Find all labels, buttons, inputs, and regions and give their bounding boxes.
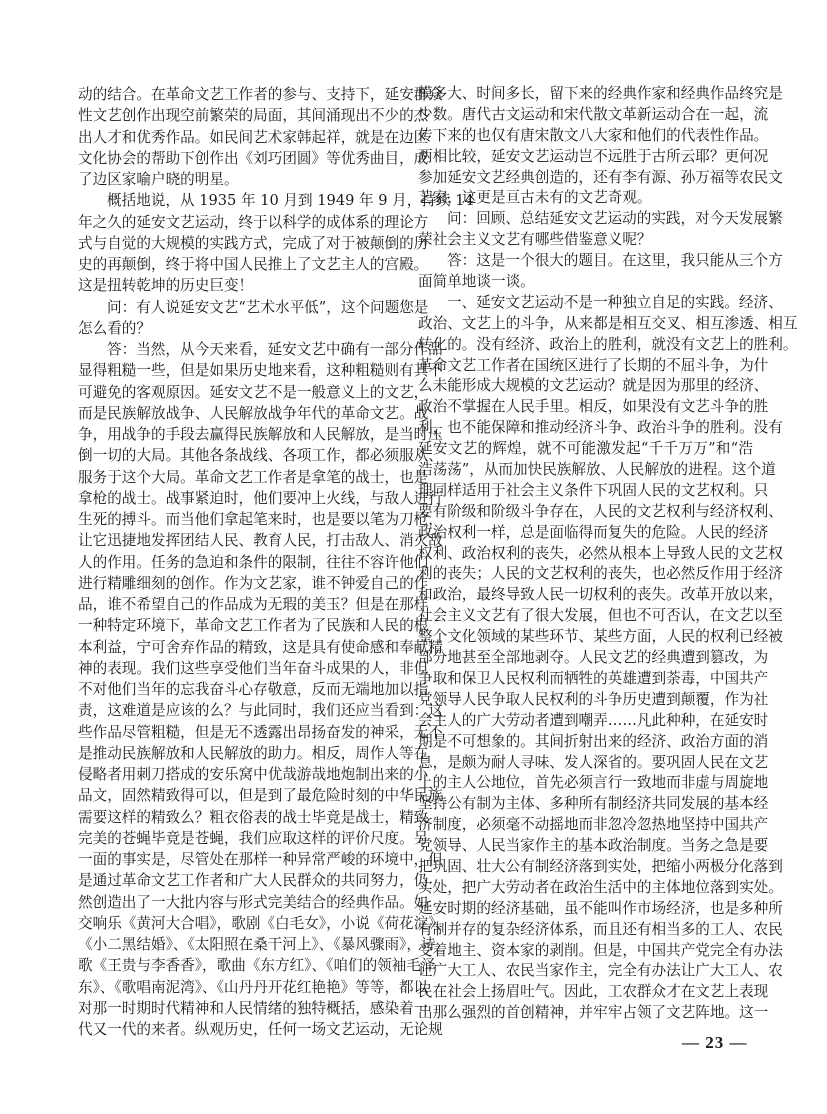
text-line: 两相比较，延安文艺运动岂不远胜于古所云耶？更何况 [418, 147, 769, 165]
text-line: 然创造出了一大批内容与形式完美结合的经典作品。如 [78, 893, 429, 911]
text-line: 上的主人公地位，首先必须言行一致地而非虚与周旋地 [418, 774, 769, 792]
right-text-column [418, 84, 798, 1024]
text-line: 利的丧失；人民的文艺权利的丧失，也必然反作用于经济 [418, 565, 783, 583]
text-line: 政治不掌握在人民手里。相反，如果没有文艺斗争的胜 [418, 398, 769, 416]
text-line: 争取和保卫人民权利而牺牲的英雄遭到荼毒，中国共产 [418, 669, 769, 687]
text-line: 是推动民族解放和人民解放的助力。相反，周作人等在 [78, 744, 429, 762]
text-line: 受着地主、资本家的剥削。但是，中国共产党完全有办法 [418, 941, 783, 959]
text-line: 史的再颠倒，终于将中国人民推上了文艺主人的宫殿。 [78, 256, 429, 273]
text-line: 延安时期的经济基础，虽不能叫作市场经济，也是多种所 [418, 899, 783, 917]
text-line: 本利益，宁可舍弃作品的精致，这是具有使命感和奉献精 [78, 638, 443, 656]
text-line: 一面的事实是，尽管处在那样一种异常严峻的环境中，但 [78, 851, 443, 868]
text-line: 神的表现。我们这些享受他们当年奋斗成果的人，非但 [78, 659, 429, 677]
text-line: 争，用战争的手段去赢得民族解放和人民解放，是当时压 [78, 426, 443, 443]
text-line: 面简单地谈一谈。 [418, 273, 535, 291]
text-line: 交响乐《黄河大合唱》，歌剧《白毛女》，小说《荷花淀》、 [78, 914, 451, 932]
text-line: 党领导、人民当家作主的基本政治制度。当务之急是要 [418, 837, 769, 855]
text-line: 党领导人民争取人民权利的斗争历史遭到颠覆，作为社 [418, 690, 769, 708]
text-line: 概括地说，从 1935 年 10 月到 1949 年 9 月，持续 14 [107, 192, 474, 210]
text-line: 和政治，最终导致人民一切权利的丧失。改革开放以来， [418, 586, 783, 604]
text-line: 革命文艺工作者在国统区进行了长期的不屈斗争，为什 [418, 356, 769, 374]
text-line: 会主人的广大劳动者遭到嘲弄……凡此种种，在延安时 [418, 711, 769, 729]
text-line: 参加延安文艺经典创造的，还有李有源、孙万福等农民文 [418, 168, 783, 186]
text-line: 么未能形成大规模的文艺运动？就是因为那里的经济、 [418, 377, 769, 395]
text-line: 民在社会上扬眉吐气。因此，工农群众才在文艺上表现 [418, 983, 769, 1001]
text-line: 不对他们当年的忘我奋斗心存敬意，反而无端地加以指 [78, 681, 429, 698]
text-line: 模多大、时间多长，留下来的经典作家和经典作品终究是 [418, 85, 783, 102]
text-line: 整个文化领域的某些环节、某些方面，人民的权利已经被 [418, 628, 783, 646]
text-line: 侵略者用刺刀搭成的安乐窝中优哉游哉地炮制出来的小 [78, 766, 429, 783]
text-line: 品，谁不希望自己的作品成为无瑕的美玉？但是在那样 [78, 596, 429, 613]
text-line: 式与自觉的大规模的实践方式，完成了对于被颠倒的历 [78, 234, 429, 252]
text-line: 需要这样的精致么？粗衣俗表的战士毕竟是战士，精致 [78, 808, 429, 826]
text-line: 实处，把广大劳动者在政治生活中的主体地位落到实处。 [418, 878, 783, 896]
text-line: 艺家，这更是亘古未有的文艺奇观。 [418, 189, 652, 207]
text-line: 让广大工人、农民当家作主，完全有办法让广大工人、农 [418, 962, 783, 980]
text-line: 对那一时期时代精神和人民情绪的独特概括，感染着一 [78, 999, 429, 1017]
text-line: 歌《王贵与李香香》，歌曲《东方红》、《咱们的领袖毛泽 [78, 957, 436, 975]
text-line: 出那么强烈的首创精神，并牢牢占领了文艺阵地。这一 [418, 1004, 769, 1022]
text-line: 显得粗糙一些，但是如果历史地来看，这种粗糙则有其不 [78, 362, 443, 380]
text-line: 《小二黑结婚》、《太阳照在桑干河上》、《暴风骤雨》，诗 [78, 936, 436, 953]
page-number: — 23 — [682, 1033, 748, 1052]
text-line: 是通过革命文艺工作者和广大人民群众的共同努力，仍 [78, 872, 429, 890]
text-line: 责，这难道是应该的么？与此同时，我们还应当看到：这 [78, 702, 443, 720]
text-line: 政治权利一样，总是面临得而复失的危险。人民的经济 [418, 523, 769, 541]
text-line: 把巩固、壮大公有制经济落到实处，把缩小两极分化落到 [418, 857, 783, 875]
text-line: 理同样适用于社会主义条件下巩固人民的文艺权利。只 [418, 481, 769, 499]
text-line: 部分地甚至全部地剥夺。人民文艺的经典遭到篡改，为 [418, 649, 769, 667]
text-line: 权利、政治权利的丧失，必然从根本上导致人民的文艺权 [418, 544, 783, 562]
text-line: 动的结合。在革命文艺工作者的参与、支持下，延安群众 [78, 86, 443, 103]
text-line: 拿枪的战士。战事紧迫时，他们要冲上火线，与敌人进行 [78, 489, 443, 507]
text-line: 社会主义文艺有了很大发展，但也不可否认，在文艺以至 [418, 607, 783, 625]
text-line: 转化的。没有经济、政治上的胜利，就没有文艺上的胜利。 [418, 335, 798, 353]
text-line: 出人才和优秀作品。如民间艺术家韩起祥，就是在边区 [78, 128, 429, 146]
text-line: 性文艺创作出现空前繁荣的局面，其间涌现出不少的杰 [78, 107, 429, 125]
text-line: 政治、文艺上的斗争，从来都是相互交叉、相互渗透、相互 [418, 314, 798, 332]
text-line: 进行精雕细刻的创作。作为文艺家，谁不钟爱自己的作 [78, 574, 429, 592]
text-line: 代又一代的来者。纵观历史，任何一场文艺运动，无论规 [78, 1021, 443, 1038]
text-line: 生死的搏斗。而当他们拿起笔来时，也是要以笔为刀枪， [78, 511, 443, 528]
text-line: 可避免的客观原因。延安文艺不是一般意义上的文艺， [78, 383, 429, 401]
left-text-column [78, 84, 474, 1040]
text-line: 少数。唐代古文运动和宋代散文革新运动合在一起，流 [418, 105, 769, 123]
text-line: 品文，固然精致得可以，但是到了最危险时刻的中华民族 [78, 787, 443, 805]
text-line: 服务于这个大局。革命文艺工作者是拿笔的战士，也是 [78, 468, 429, 486]
text-line: 让它迅捷地发挥团结人民、教育人民，打击敌人、消灭敌 [78, 532, 443, 550]
text-line: 期是不可想象的。其间折射出来的经济、政治方面的消 [418, 732, 769, 750]
text-line: 些作品尽管粗糙，但是无不透露出昂扬奋发的神采，无不 [78, 723, 443, 741]
text-line: 东》、《歌唱南泥湾》、《山丹丹开花红艳艳》等等，都以 [78, 978, 429, 996]
text-line: 而是民族解放战争、人民解放战争年代的革命文艺。战 [78, 404, 429, 422]
text-line: 文化协会的帮助下创作出《刘巧团圆》等优秀曲目，成 [78, 149, 429, 167]
text-line: 荣社会主义文艺有哪些借鉴意义呢？ [418, 231, 652, 249]
text-line: 问：有人说延安文艺“艺术水平低”，这个问题您是 [107, 298, 429, 316]
text-line: 利，也不能保障和推动经济斗争、政治斗争的胜利。没有 [418, 419, 783, 437]
text-line: 怎么看的？ [78, 319, 151, 337]
text-line: 人的作用。任务的急迫和条件的限制，往往不容许他们 [78, 553, 429, 571]
text-line: 要有阶级和阶级斗争存在，人民的文艺权利与经济权利、 [418, 502, 783, 520]
text-line: 了边区家喻户晓的明星。 [78, 171, 239, 188]
text-line: 传下来的也仅有唐宋散文八大家和他们的代表性作品。 [418, 126, 769, 144]
text-line: 济制度，必须毫不动摇地而非忽冷忽热地坚持中国共产 [418, 816, 769, 834]
text-line: 答：这是一个很大的题目。在这里，我只能从三个方 [447, 252, 783, 270]
text-line: 问：回顾、总结延安文艺运动的实践，对今天发展繁 [447, 210, 783, 228]
text-line: 一、延安文艺运动不是一种独立自足的实践。经济、 [447, 293, 783, 311]
text-line: 息，是颇为耐人寻味、发人深省的。要巩固人民在文艺 [418, 753, 769, 771]
text-line: 有制并存的复杂经济体系，而且还有相当多的工人、农民 [418, 920, 783, 938]
text-line: 答：当然，从今天来看，延安文艺中确有一部分作品 [107, 341, 443, 358]
text-line: 一种特定环境下，革命文艺工作者为了民族和人民的根 [78, 617, 429, 635]
text-line: 完美的苍蝇毕竟是苍蝇，我们应取这样的评价尺度。另 [78, 829, 429, 847]
text-line: 坚持公有制为主体、多种所有制经济共同发展的基本经 [418, 795, 769, 813]
text-line: 这是扭转乾坤的历史巨变！ [78, 277, 254, 295]
text-line: 浩荡荡”，从而加快民族解放、人民解放的进程。这个道 [418, 461, 776, 479]
text-line: 年之久的延安文艺运动，终于以科学的成体系的理论方 [78, 213, 429, 231]
text-line: 倒一切的大局。其他各条战线、各项工作，都必须服从、 [78, 447, 443, 465]
text-line: 延安文艺的辉煌，就不可能激发起“千千万万”和“浩 [418, 440, 753, 458]
